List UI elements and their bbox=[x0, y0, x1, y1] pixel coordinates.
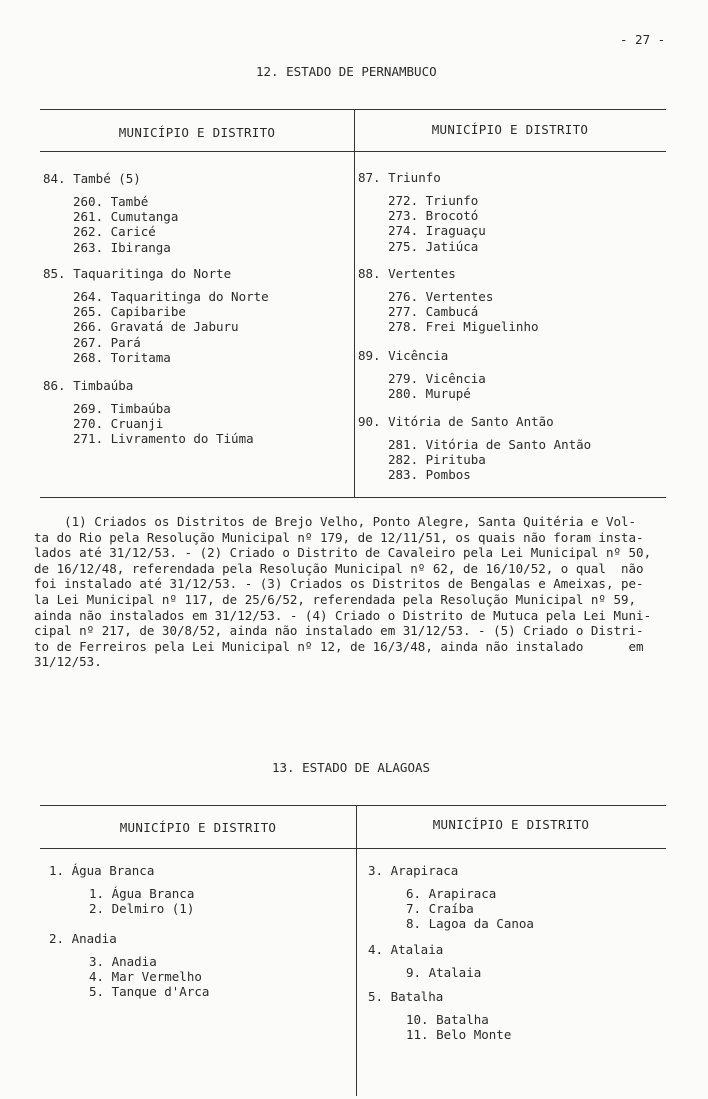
district-name: 271. Livramento do Tiúma bbox=[73, 431, 254, 447]
district-name: 279. Vicência bbox=[388, 371, 486, 386]
district-name: 262. Caricé bbox=[73, 224, 156, 240]
district-name: 269. Timbaúba bbox=[73, 401, 171, 416]
district-name: 278. Frei Miguelinho bbox=[388, 319, 539, 335]
section-title-alagoas: 13. ESTADO DE ALAGOAS bbox=[272, 760, 431, 775]
municipality-name: 3. Arapiraca bbox=[368, 863, 459, 878]
district-name: 275. Jatiúca bbox=[388, 238, 479, 254]
district-name: 273. Brocotó bbox=[388, 208, 479, 224]
footnote-line: (1) Criados os Distritos de Brejo Velho, Ponto Alegre, Santa Quitéria e Vol- bbox=[34, 514, 637, 529]
column-divider bbox=[356, 806, 357, 1096]
municipality-name: 2. Anadia bbox=[49, 931, 117, 946]
page-number: - 27 - bbox=[620, 32, 666, 47]
district-name: 8. Lagoa da Canoa bbox=[406, 916, 534, 932]
municipality-name: 4. Atalaia bbox=[368, 942, 444, 957]
column-header-right: MUNICÍPIO E DISTRITO bbox=[432, 817, 590, 832]
district-name: 280. Murupé bbox=[388, 386, 471, 402]
footnotes bbox=[34, 514, 674, 670]
footnote-line: lados até 31/12/53. - (2) Criado o Distrito de Cavaleiro pela Lei Municipal nº 50, bbox=[34, 545, 652, 561]
table-top-rule bbox=[40, 109, 666, 110]
district-name: 267. Pará bbox=[73, 334, 141, 350]
table-bottom-rule bbox=[40, 497, 666, 498]
municipality-name: 1. Água Branca bbox=[49, 863, 155, 878]
district-name: 276. Vertentes bbox=[388, 289, 494, 304]
district-name: 4. Mar Vermelho bbox=[89, 969, 202, 985]
district-name: 263. Ibiranga bbox=[73, 239, 171, 255]
column-header-left: MUNICÍPIO E DISTRITO bbox=[119, 820, 277, 835]
district-name: 268. Toritama bbox=[73, 349, 171, 365]
district-name: 283. Pombos bbox=[388, 467, 471, 483]
district-name: 266. Gravatá de Jaburu bbox=[73, 319, 239, 335]
district-name: 274. Iraguaçu bbox=[388, 223, 486, 239]
district-name: 281. Vitória de Santo Antão bbox=[388, 437, 592, 452]
district-name: 5. Tanque d'Arca bbox=[89, 984, 210, 1000]
district-name: 9. Atalaia bbox=[406, 965, 482, 980]
footnote-line: 31/12/53. bbox=[34, 654, 102, 670]
district-name: 10. Batalha bbox=[406, 1012, 489, 1027]
municipality-name: 86. Timbaúba bbox=[43, 378, 134, 393]
district-name: 260. També bbox=[73, 194, 149, 209]
municipality-name: 90. Vitória de Santo Antão bbox=[358, 414, 554, 429]
header-rule bbox=[40, 848, 666, 849]
footnote-line: de 16/12/48, referendada pela Resolução Municipal nº 62, de 16/10/52, o qual não bbox=[34, 560, 644, 576]
district-name: 3. Anadia bbox=[89, 954, 157, 969]
district-name: 7. Craíba bbox=[406, 901, 474, 917]
district-name: 2. Delmiro (1) bbox=[89, 901, 195, 917]
footnote-line: la Lei Municipal nº 117, de 25/6/52, referendada pela Resolução Municipal nº 59, bbox=[34, 591, 637, 607]
district-name: 270. Cruanji bbox=[73, 416, 164, 432]
municipality-name: 85. Taquaritinga do Norte bbox=[43, 266, 232, 281]
footnote-line: cipal nº 217, de 30/8/52, ainda não instalado em 31/12/53. - (5) Criado o Distri- bbox=[34, 623, 644, 639]
municipality-name: 84. També (5) bbox=[43, 171, 141, 186]
municipality-name: 89. Vicência bbox=[358, 348, 449, 363]
footnote-line: to de Ferreiros pela Lei Municipal nº 12, de 16/3/48, ainda não instalado em bbox=[34, 638, 644, 654]
municipality-name: 88. Vertentes bbox=[358, 266, 456, 281]
district-name: 277. Cambucá bbox=[388, 304, 479, 320]
table-top-rule bbox=[40, 805, 666, 806]
district-name: 6. Arapiraca bbox=[406, 886, 497, 901]
district-name: 272. Triunfo bbox=[388, 193, 479, 208]
municipality-name: 87. Triunfo bbox=[358, 170, 441, 185]
district-name: 265. Capibaribe bbox=[73, 304, 186, 320]
district-name: 11. Belo Monte bbox=[406, 1027, 512, 1043]
district-name: 282. Pirituba bbox=[388, 452, 486, 468]
column-header-right: MUNICÍPIO E DISTRITO bbox=[431, 122, 589, 137]
municipality-name: 5. Batalha bbox=[368, 989, 444, 1004]
header-rule bbox=[40, 151, 666, 152]
district-name: 264. Taquaritinga do Norte bbox=[73, 289, 269, 304]
column-header-left: MUNICÍPIO E DISTRITO bbox=[118, 125, 276, 140]
footnote-line: foi instalado até 31/12/53. - (3) Criados os Distritos de Bengalas e Ameixas, pe- bbox=[34, 576, 644, 592]
column-divider bbox=[354, 110, 355, 498]
district-name: 261. Cumutanga bbox=[73, 209, 179, 225]
footnote-line: ta do Rio pela Resolução Municipal nº 179, de 12/11/51, os quais não foram insta- bbox=[34, 529, 644, 545]
footnote-line: ainda não instalados em 31/12/53. - (4) Criado o Distrito de Mutuca pela Lei Muni- bbox=[34, 607, 652, 623]
section-title-pernambuco: 12. ESTADO DE PERNAMBUCO bbox=[256, 64, 437, 79]
district-name: 1. Água Branca bbox=[89, 886, 195, 901]
